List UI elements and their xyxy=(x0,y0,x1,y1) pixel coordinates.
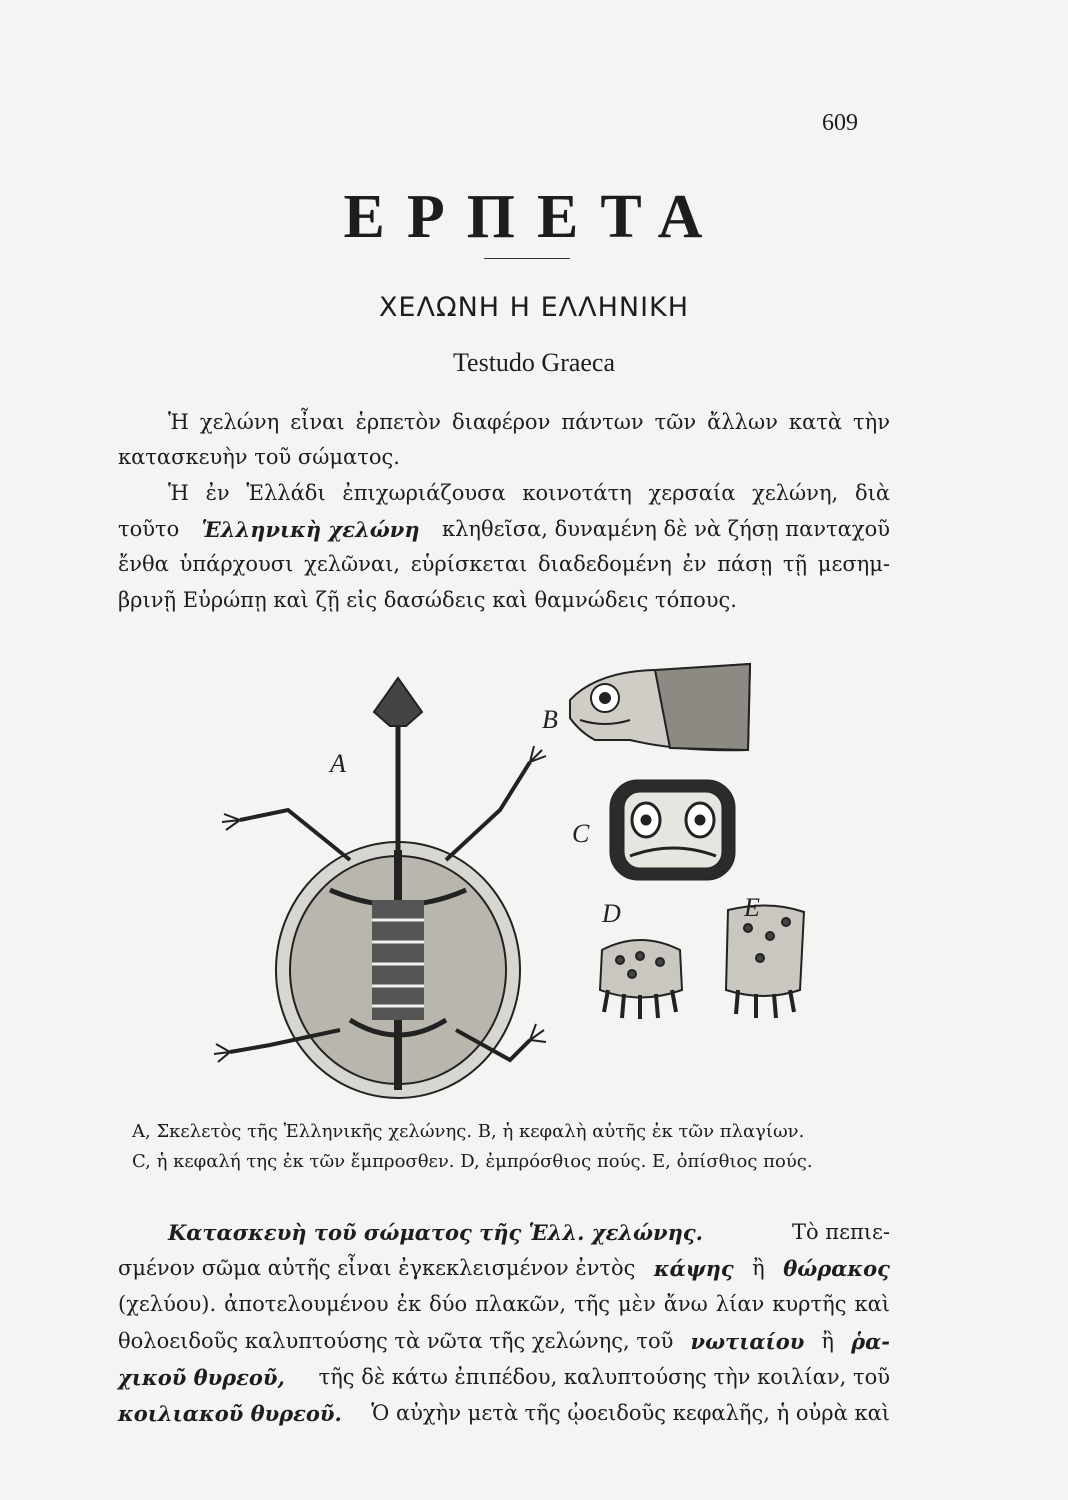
body-emphasis: νωτιαίου xyxy=(690,1329,805,1354)
body-text: σμένον σῶμα αὐτῆς εἶναι ἐγκεκλεισμένον ἐντὸς xyxy=(118,1256,636,1280)
species-title: ΧΕΛΩΝΗ Η ΕΛΛΗΝΙΚΗ xyxy=(378,292,690,323)
head-front-illustration xyxy=(610,780,735,880)
turtle-figure xyxy=(200,660,890,1100)
intro-emphasis: Ἑλληνικὴ χελώνη xyxy=(201,517,420,542)
intro-line xyxy=(118,519,890,540)
figure-caption-line: A, Σκελετὸς τῆς Ἑλληνικῆς χελώνης. B, ἡ κεφαλὴ αὐτῆς ἐκ τῶν πλαγίων. xyxy=(132,1121,805,1142)
body-text: ἢ xyxy=(821,1329,835,1353)
body-emphasis: ῥα- xyxy=(851,1329,890,1354)
figure-label-d: D xyxy=(602,899,621,928)
page-number: 609 xyxy=(822,110,858,136)
skeleton-illustration xyxy=(214,678,546,1098)
body-line xyxy=(168,1222,890,1243)
body-line xyxy=(118,1367,890,1388)
intro-text: κληθεῖσα, δυναμένη δὲ νὰ ζήσῃ πανταχοῦ xyxy=(441,517,890,541)
figure-label-b: B xyxy=(542,705,558,734)
intro-line: βρινῇ Εὐρώπῃ καὶ ζῇ εἰς δασώδεις καὶ θαμνώδεις τόπους. xyxy=(118,588,737,612)
body-line xyxy=(118,1331,890,1352)
body-emphasis: κάψης xyxy=(653,1256,734,1281)
body-text: Τὸ πεπιε- xyxy=(791,1220,890,1244)
subsection-heading: Κατασκευὴ τοῦ σώματος τῆς Ἑλλ. χελώνης. xyxy=(168,1220,703,1245)
body-line xyxy=(118,1403,890,1424)
species-latin-name: Testudo Graeca xyxy=(452,348,616,377)
body-line: (χελύου). ἀποτελουμένου ἐκ δύο πλακῶν, τῆς μὲν ἄνω λίαν κυρτῆς καὶ xyxy=(118,1292,890,1316)
body-text: ἢ xyxy=(752,1256,765,1280)
intro-line: Ἡ ἐν Ἑλλάδι ἐπιχωριάζουσα κοινοτάτη χερσαία χελώνη, διὰ xyxy=(168,481,890,505)
intro-text: τοῦτο xyxy=(118,517,180,541)
body-emphasis: θώρακος xyxy=(783,1256,890,1281)
body-line xyxy=(118,1258,890,1279)
figure-label-e: E xyxy=(744,893,760,922)
hind-foot-illustration xyxy=(726,905,804,1018)
head-side-illustration xyxy=(570,664,750,750)
figure-caption-line: C, ἡ κεφαλή της ἐκ τῶν ἔμπροσθεν. D, ἐμπρόσθιος πούς. E, ὀπίσθιος πούς. xyxy=(132,1151,813,1172)
figure-label-c: C xyxy=(572,819,590,848)
intro-line: Ἡ χελώνη εἶναι ἑρπετὸν διαφέρον πάντων τῶν ἄλλων κατὰ τὴν xyxy=(168,410,890,434)
title-divider xyxy=(484,258,570,259)
front-foot-illustration xyxy=(600,940,682,1019)
body-emphasis: κοιλιακοῦ θυρεοῦ. xyxy=(118,1401,342,1426)
intro-line: κατασκευὴν τοῦ σώματος. xyxy=(118,445,400,469)
body-text: Ὁ αὐχὴν μετὰ τῆς ᾠοειδοῦς κεφαλῆς, ἡ οὐρὰ καὶ xyxy=(371,1401,890,1425)
body-text: τῆς δὲ κάτω ἐπιπέδου, καλυπτούσης τὴν κοιλίαν, τοῦ xyxy=(318,1365,890,1389)
figure-label-a: A xyxy=(330,749,346,778)
body-text: θολοειδοῦς καλυπτούσης τὰ νῶτα τῆς χελώνης, τοῦ xyxy=(118,1329,674,1353)
section-title: ΕΡΠΕΤΑ xyxy=(343,183,725,251)
intro-line: ἔνθα ὑπάρχουσι χελῶναι, εὑρίσκεται διαδεδομένη ἐν πάσῃ τῇ μεσημ- xyxy=(118,552,890,576)
body-emphasis: χικοῦ θυρεοῦ, xyxy=(118,1365,285,1390)
